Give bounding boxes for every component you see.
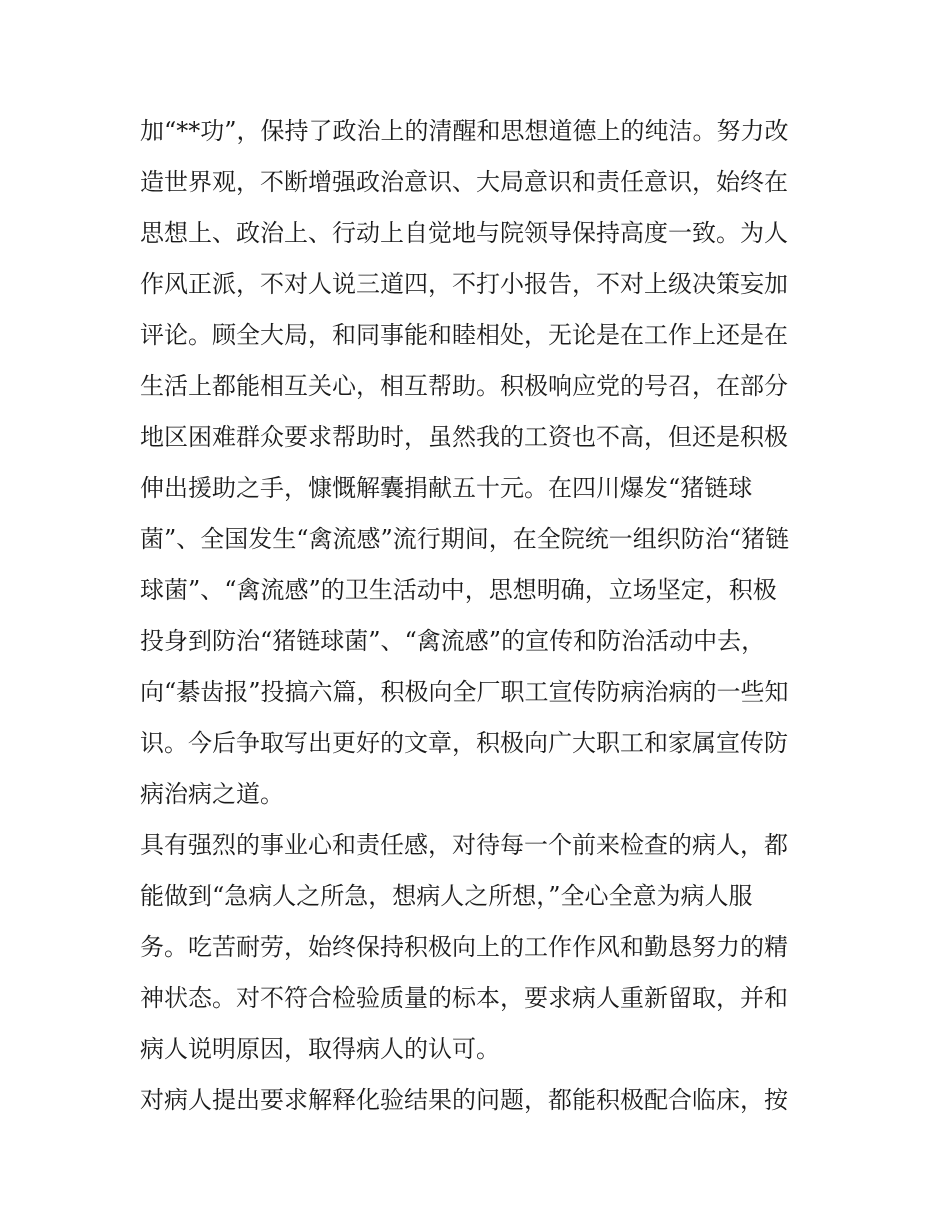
- text-line: 思想上、政治上、行动上自觉地与院领导保持高度一致。为人: [140, 219, 788, 247]
- text-line: 生活上都能相互关心，相互帮助。积极响应党的号召，在部分: [140, 372, 788, 400]
- text-line: 务。吃苦耐劳，始终保持积极向上的工作作风和勤恳努力的精: [140, 933, 788, 961]
- text-line: 投身到防治“猪链球菌”、“禽流感”的宣传和防治活动中去，: [140, 627, 766, 655]
- text-line: 向“綦齿报”投搞六篇，积极向全厂职工宣传防病治病的一些知: [140, 678, 789, 706]
- text-line: 具有强烈的事业心和责任感，对待每一个前来检查的病人，都: [140, 831, 788, 859]
- text-line: 神状态。对不符合检验质量的标本，要求病人重新留取，并和: [140, 984, 788, 1012]
- text-line: 造世界观，不断增强政治意识、大局意识和责任意识，始终在: [140, 168, 788, 196]
- text-line: 病人说明原因，取得病人的认可。: [140, 1035, 500, 1063]
- text-line: 作风正派，不对人说三道四，不打小报告，不对上级决策妄加: [140, 270, 788, 298]
- document-body: [140, 106, 820, 1126]
- text-line: 地区困难群众要求帮助时，虽然我的工资也不高，但还是积极: [140, 423, 788, 451]
- text-line: 加“**功”，保持了政治上的清醒和思想道德上的纯洁。努力改: [140, 117, 789, 145]
- text-line: 对病人提出要求解释化验结果的问题，都能积极配合临床，按: [140, 1086, 788, 1114]
- text-line: 评论。顾全大局，和同事能和睦相处，无论是在工作上还是在: [140, 321, 788, 349]
- text-line: 病治病之道。: [140, 780, 284, 808]
- text-line: 菌”、全国发生“禽流感”流行期间，在全院统一组织防治“猪链: [140, 525, 790, 553]
- text-line: 伸出援助之手，慷慨解囊捐献五十元。在四川爆发“猪链球: [140, 474, 753, 502]
- text-line: 能做到“急病人之所急，想病人之所想，”全心全意为病人服: [140, 882, 753, 910]
- text-line: 识。今后争取写出更好的文章，积极向广大职工和家属宣传防: [140, 729, 788, 757]
- text-line: 球菌”、“禽流感”的卫生活动中，思想明确，立场坚定，积极: [140, 576, 777, 604]
